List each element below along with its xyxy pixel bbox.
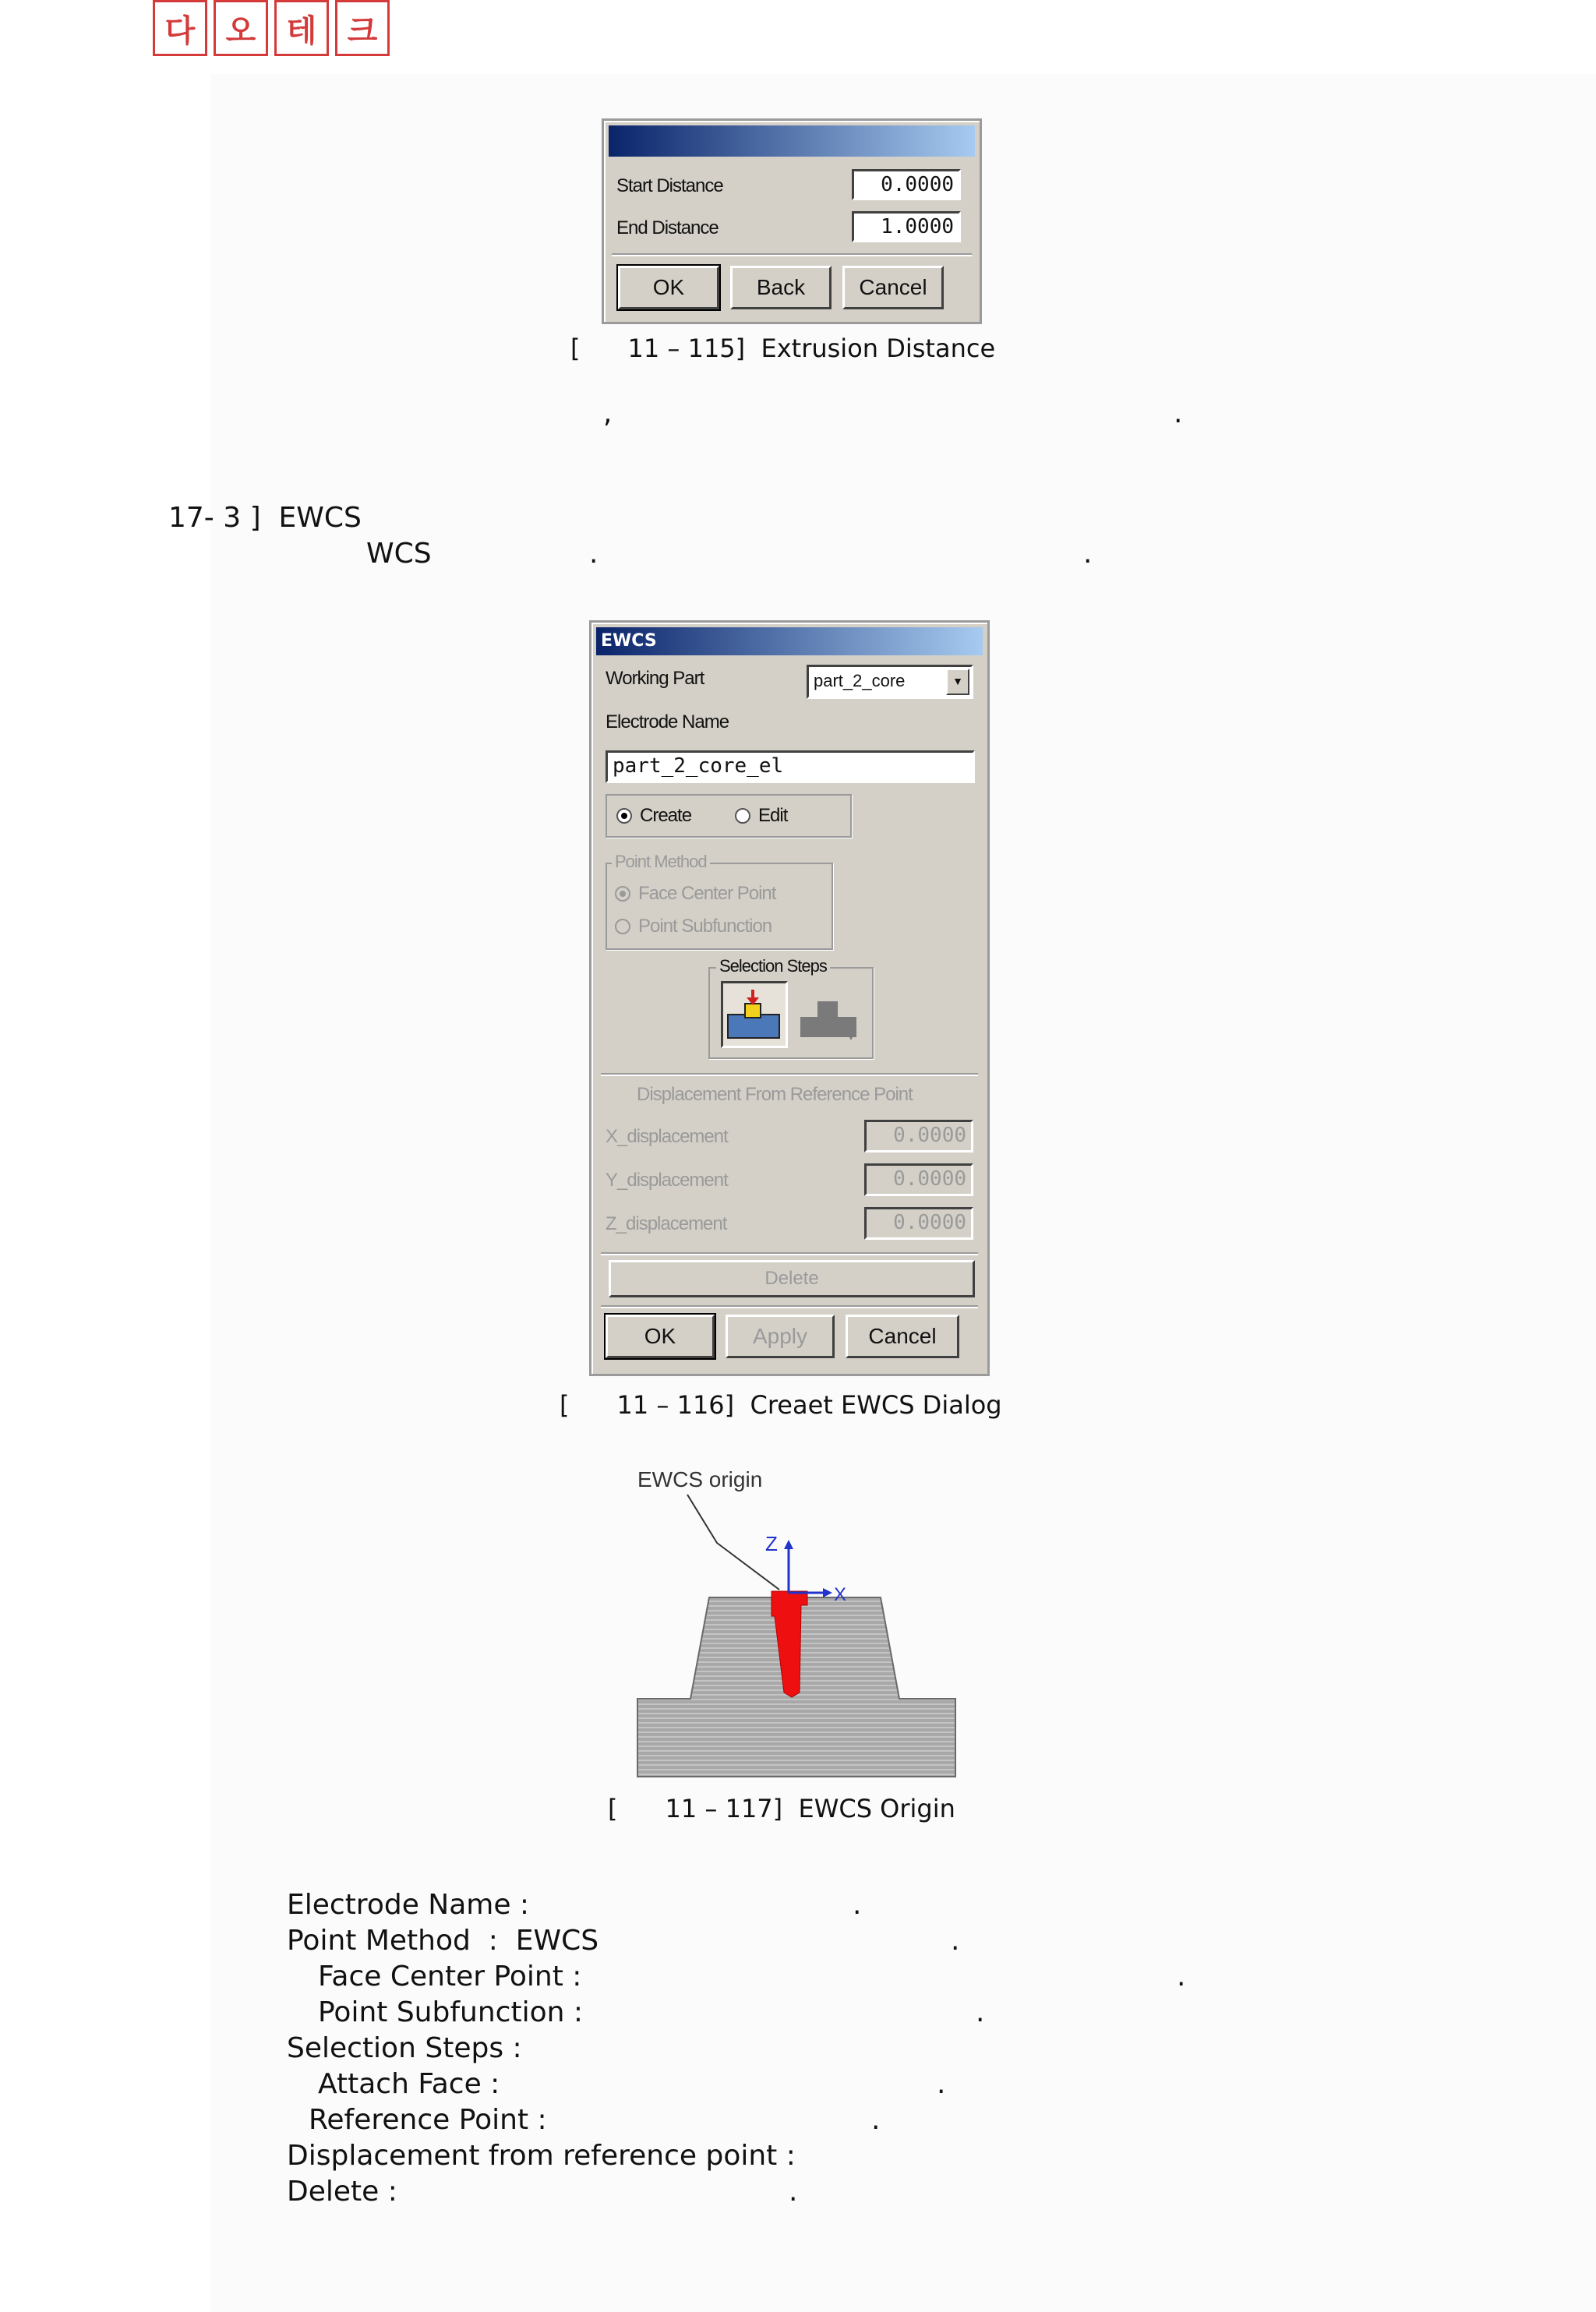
create-radio[interactable] xyxy=(616,808,632,824)
list-item-end: . xyxy=(789,2176,798,2208)
face-center-point-radio[interactable] xyxy=(615,886,630,902)
back-button[interactable]: Back xyxy=(730,266,832,309)
working-part-select[interactable] xyxy=(807,665,973,699)
reference-point-icon xyxy=(796,981,863,1048)
figure-caption: [ 11 – 117] EWCS Origin xyxy=(608,1794,955,1823)
list-item-end: . xyxy=(976,1996,985,2028)
list-item-label: Point Subfunction : xyxy=(318,1996,583,2028)
attach-face-step-button[interactable] xyxy=(721,981,788,1048)
attach-face-icon xyxy=(723,983,786,1046)
reference-point-step-button[interactable] xyxy=(796,981,863,1048)
ewcs-origin-figure xyxy=(623,1449,982,1792)
z-displacement-input[interactable]: 0.0000 xyxy=(864,1207,973,1240)
figure-caption: [ 11 – 115] Extrusion Distance xyxy=(570,334,996,363)
x-axis-label: X xyxy=(834,1584,847,1605)
title-bar: EWCS xyxy=(596,627,983,655)
list-item-end: . xyxy=(853,1889,862,1921)
x-displacement-label: X_displacement xyxy=(606,1126,728,1147)
list-item-label: Selection Steps : xyxy=(287,2032,522,2064)
ewcs-origin-label: EWCS origin xyxy=(637,1467,763,1491)
section-heading: 17- 3 ] EWCS xyxy=(168,502,362,534)
start-distance-label: Start Distance xyxy=(616,175,723,196)
list-item-end: . xyxy=(937,2068,946,2100)
list-item-label: Electrode Name : xyxy=(287,1889,530,1921)
logo-char: 오 xyxy=(214,0,268,56)
chevron-down-icon[interactable]: ▼ xyxy=(946,669,969,695)
section-period: . xyxy=(1083,538,1093,570)
end-distance-label: End Distance xyxy=(616,217,719,238)
logo-char: 다 xyxy=(153,0,207,56)
end-distance-input[interactable]: 1.0000 xyxy=(852,211,961,242)
y-displacement-input[interactable]: 0.0000 xyxy=(864,1163,973,1196)
company-logo xyxy=(153,0,390,56)
list-item-end: . xyxy=(871,2104,881,2136)
working-part-value: part_2_core xyxy=(814,671,906,690)
apply-button[interactable]: Apply xyxy=(726,1315,835,1358)
point-subfunction-radio[interactable] xyxy=(615,919,630,934)
edit-radio[interactable] xyxy=(735,808,750,824)
logo-char: 크 xyxy=(335,0,390,56)
z-axis-label: Z xyxy=(765,1532,778,1555)
separator xyxy=(601,1252,978,1255)
extrusion-distance-dialog xyxy=(602,118,982,324)
list-item-label: Displacement from reference point : xyxy=(287,2140,796,2172)
x-displacement-input[interactable]: 0.0000 xyxy=(864,1120,973,1152)
z-displacement-label: Z_displacement xyxy=(606,1213,727,1234)
working-part-label: Working Part xyxy=(606,668,704,689)
section-wcs-text: WCS xyxy=(366,538,432,570)
title-bar xyxy=(609,125,975,157)
logo-char: 테 xyxy=(274,0,329,56)
electrode-name-label: Electrode Name xyxy=(606,711,729,732)
list-item-label: Reference Point : xyxy=(309,2104,547,2136)
displacement-title: Displacement From Reference Point xyxy=(637,1084,913,1105)
cancel-button[interactable]: Cancel xyxy=(842,266,944,309)
ok-button[interactable]: OK xyxy=(618,266,719,309)
body-period: . xyxy=(1174,397,1183,429)
face-center-point-label: Face Center Point xyxy=(638,883,776,904)
body-comma: , xyxy=(603,397,613,429)
edit-label: Edit xyxy=(758,805,788,826)
list-item-end: . xyxy=(1177,1961,1186,1993)
point-subfunction-label: Point Subfunction xyxy=(638,916,772,937)
cancel-button[interactable]: Cancel xyxy=(846,1315,959,1358)
list-item-end: . xyxy=(951,1925,960,1957)
separator xyxy=(612,253,972,256)
create-label: Create xyxy=(640,805,692,826)
electrode-name-input[interactable]: part_2_core_el xyxy=(606,750,975,783)
selection-steps-title: Selection Steps xyxy=(716,956,830,976)
section-period: . xyxy=(589,538,598,570)
separator xyxy=(601,1073,978,1076)
list-item-label: Delete : xyxy=(287,2176,397,2208)
delete-button[interactable]: Delete xyxy=(609,1260,975,1297)
separator xyxy=(601,1305,978,1308)
ok-button[interactable]: OK xyxy=(606,1315,715,1358)
list-item-label: Attach Face : xyxy=(318,2068,500,2100)
y-displacement-label: Y_displacement xyxy=(606,1170,728,1191)
list-item-label: Point Method : EWCS xyxy=(287,1925,599,1957)
point-method-title: Point Method xyxy=(612,852,710,872)
start-distance-input[interactable]: 0.0000 xyxy=(852,169,961,200)
ewcs-dialog xyxy=(589,620,990,1376)
list-item-label: Face Center Point : xyxy=(318,1961,582,1993)
figure-caption: [ 11 – 116] Creaet EWCS Dialog xyxy=(560,1390,1002,1420)
